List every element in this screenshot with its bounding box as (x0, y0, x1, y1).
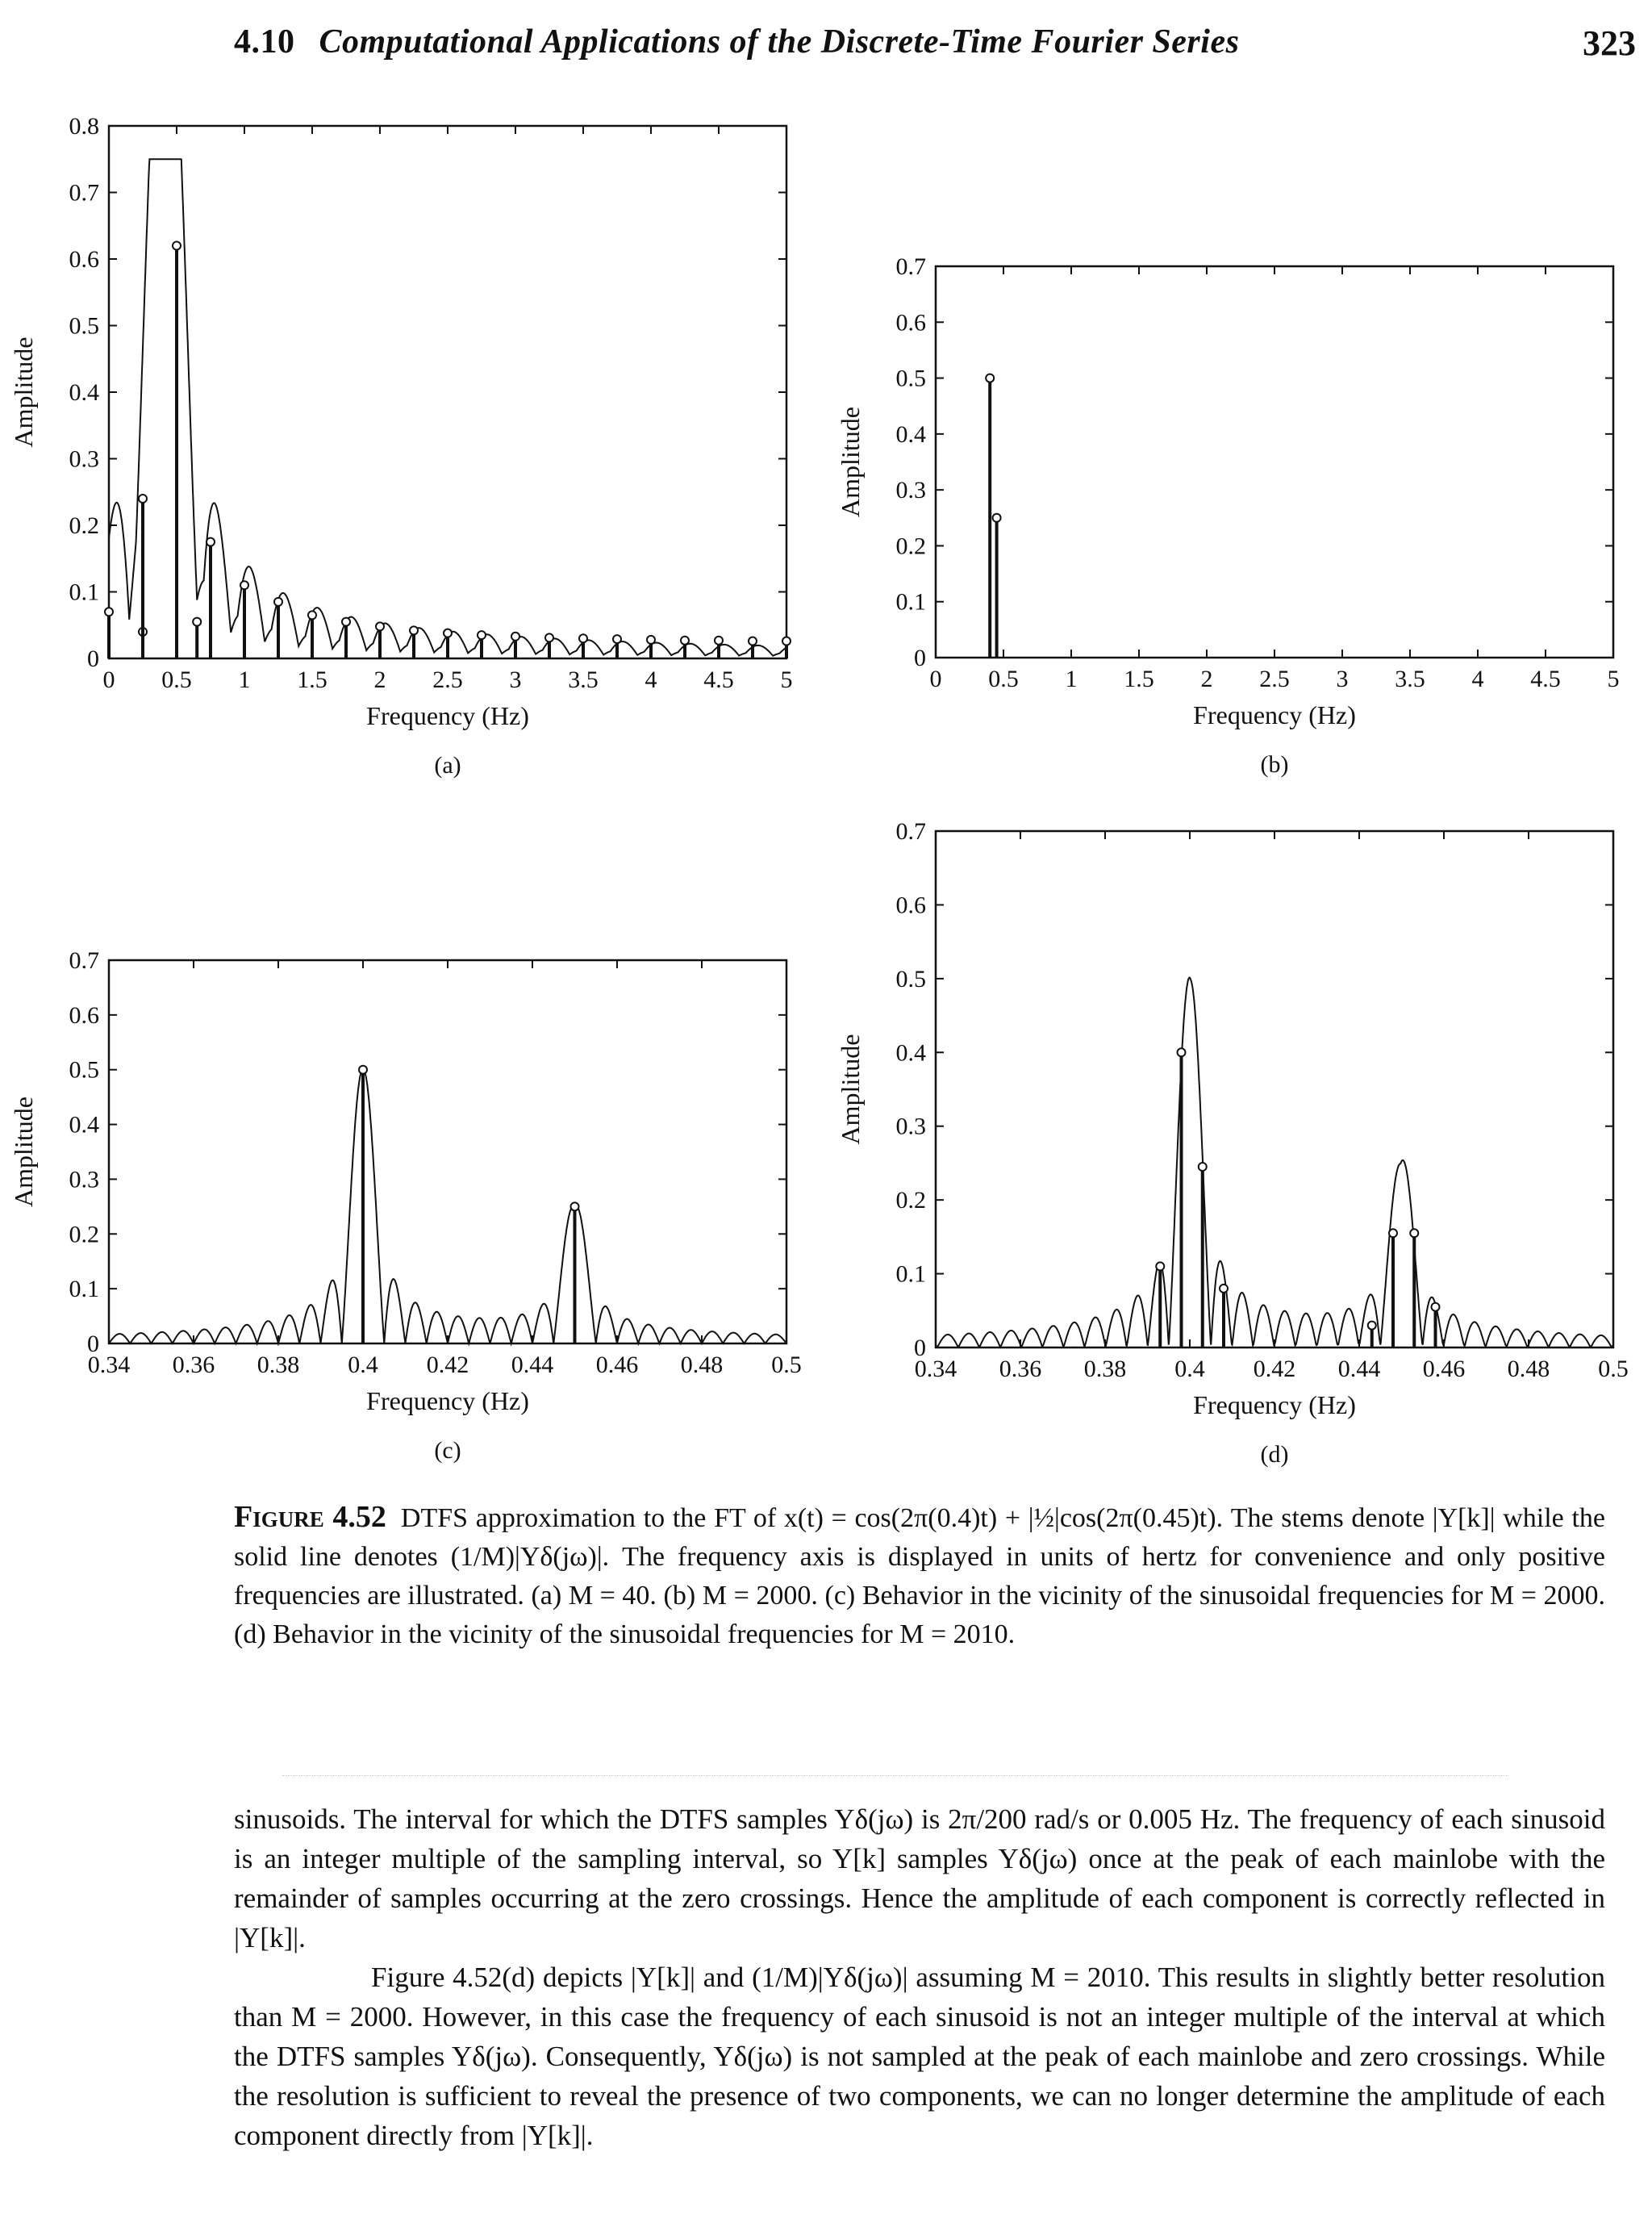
y-tick-label: 0.3 (69, 1166, 99, 1193)
section-number: 4.10 (234, 23, 295, 61)
chart-b-svg (831, 242, 1637, 791)
y-tick-label: 0.4 (69, 1111, 99, 1139)
panel-label: (a) (434, 752, 461, 779)
y-tick-label: 0.1 (895, 588, 926, 616)
y-tick-label: 0.4 (895, 420, 926, 448)
x-tick-label: 0 (929, 666, 942, 692)
stem-marker (1220, 1285, 1228, 1293)
x-tick-label: 0.44 (511, 1352, 554, 1378)
x-tick-label: 2 (1200, 666, 1213, 692)
x-tick-label: 0.38 (1083, 1356, 1127, 1382)
y-tick-label: 0 (914, 645, 926, 671)
stem-marker (308, 611, 316, 619)
stem-marker (715, 637, 723, 645)
stem-marker (1156, 1262, 1164, 1270)
chart-panel-b (831, 242, 1637, 791)
stem-marker (511, 633, 519, 641)
x-tick-label: 0.38 (257, 1352, 300, 1378)
x-axis-label: Frequency (Hz) (366, 1386, 529, 1415)
y-tick-label: 0.7 (69, 947, 99, 974)
y-axis-label: Amplitude (9, 336, 38, 448)
y-tick-label: 0.8 (69, 113, 99, 140)
y-tick-label: 0.6 (69, 246, 99, 273)
body-text (234, 1799, 1605, 2155)
stem-marker (571, 1202, 579, 1210)
stem-marker (681, 637, 689, 645)
stem-marker (1178, 1048, 1186, 1056)
x-tick-label: 0.48 (1507, 1356, 1550, 1382)
stem-marker (206, 538, 215, 546)
y-tick-label: 0 (914, 1335, 926, 1361)
stem-marker (193, 618, 201, 626)
y-tick-label: 0.5 (69, 312, 99, 340)
x-tick-label: 0.4 (1174, 1356, 1205, 1382)
stem-marker (376, 622, 384, 630)
x-tick-label: 0.34 (87, 1352, 131, 1378)
stem-marker (410, 626, 418, 634)
x-tick-label: 0.36 (172, 1352, 215, 1378)
stem-marker (579, 634, 587, 642)
section-title: Computational Applications of the Discrete-Time Fourier Series (319, 23, 1240, 61)
stem-marker (240, 581, 248, 589)
figure-label: Figure 4.52 (234, 1500, 386, 1534)
panel-label: (b) (1260, 751, 1289, 778)
y-tick-label: 0.5 (69, 1056, 99, 1084)
y-tick-label: 0.1 (69, 579, 99, 606)
figure-caption (234, 1498, 1605, 1654)
y-tick-label: 0.6 (895, 892, 926, 919)
y-tick-label: 0.4 (69, 379, 99, 406)
plot-frame (936, 831, 1613, 1347)
x-tick-label: 0.5 (1598, 1356, 1629, 1382)
y-tick-label: 0 (87, 1331, 99, 1357)
stem-marker (173, 242, 181, 250)
figure-caption-text: DTFS approximation to the FT of x(t) = cos(2π(0.4)t) + |½|cos(2π(0.45)t). The stems denote |Y[k]| while the solid line denotes (1/M)|Yδ(jω)|. The frequency axis is displayed in units of hertz for convenience and only positive frequencies are illustrated. (a) M = 40. (b) M = 2000. (c) Behavior in the vicinity of the sinusoidal frequencies for M = 2000. (d) Behavior in the vicinity of the sinusoidal frequencies for M = 2010. (234, 1503, 1605, 1649)
y-tick-label: 0.2 (69, 1221, 99, 1248)
chart-a-svg (0, 113, 807, 779)
x-tick-label: 5 (1607, 666, 1620, 692)
x-tick-label: 0.5 (988, 666, 1019, 692)
x-tick-label: 3 (509, 666, 522, 693)
plot-frame (109, 960, 786, 1343)
chart-panel-d (831, 815, 1637, 1477)
x-tick-label: 4.5 (703, 666, 734, 693)
stem-marker (1432, 1303, 1440, 1311)
paragraph-2: Figure 4.52(d) depicts |Y[k]| and (1/M)|Yδ(jω)| assuming M = 2010. This results in slightly better resolution than M = 2000. However, in this case the frequency of each sinusoid is not an integer multiple of the interval at which the DTFS samples Yδ(jω). Consequently, Yδ(jω) is not sampled at the peak of each mainlobe and zero crossings. While the resolution is sufficient to reveal the presence of two components, we can no longer determine the amplitude of each component directly from |Y[k]|. (234, 1962, 1605, 2151)
x-tick-label: 3.5 (568, 666, 599, 693)
stem-marker (444, 629, 452, 637)
y-tick-label: 0.5 (895, 365, 926, 392)
panel-label: (c) (434, 1437, 461, 1464)
stem-marker (274, 598, 282, 606)
y-axis-label: Amplitude (9, 1097, 38, 1207)
x-tick-label: 0.34 (914, 1356, 957, 1382)
y-tick-label: 0.2 (895, 1187, 926, 1214)
plot-frame (936, 266, 1613, 658)
stem-marker (993, 514, 1001, 522)
y-tick-label: 0.7 (69, 179, 99, 207)
stem-marker (986, 374, 994, 382)
x-axis-label: Frequency (Hz) (1193, 700, 1356, 729)
x-axis-label: Frequency (Hz) (366, 701, 529, 730)
stem-marker (342, 618, 350, 626)
y-axis-label: Amplitude (836, 1034, 865, 1145)
spectrum-curve (936, 978, 1613, 1347)
spectrum-curve (109, 1070, 786, 1343)
y-tick-label: 0.1 (69, 1276, 99, 1303)
x-tick-label: 3.5 (1395, 666, 1425, 692)
section-heading (234, 23, 1239, 61)
y-tick-label: 0.6 (895, 309, 926, 336)
x-tick-label: 4 (1471, 666, 1484, 692)
x-tick-label: 0.42 (426, 1352, 469, 1378)
divider (282, 1775, 1508, 1776)
x-tick-label: 5 (780, 666, 793, 693)
stem-marker (359, 1066, 367, 1074)
x-tick-label: 2.5 (1259, 666, 1290, 692)
stem-marker (749, 637, 757, 646)
chart-panel-a (0, 113, 807, 779)
stem-marker (1389, 1229, 1397, 1237)
x-tick-label: 0.44 (1337, 1356, 1381, 1382)
y-tick-label: 0.6 (69, 1001, 99, 1029)
x-tick-label: 0 (102, 666, 115, 693)
stem-marker (545, 633, 553, 641)
x-tick-label: 4.5 (1530, 666, 1561, 692)
stem-marker (1368, 1322, 1376, 1330)
stem-marker (105, 608, 113, 616)
page-number: 323 (1583, 23, 1636, 63)
stem-marker (478, 631, 486, 639)
x-tick-label: 0.46 (595, 1352, 639, 1378)
y-tick-label: 0.2 (895, 533, 926, 560)
y-tick-label: 0.2 (69, 512, 99, 539)
stem-marker (613, 635, 621, 643)
x-tick-label: 0.5 (161, 666, 192, 693)
y-tick-label: 0.4 (895, 1039, 926, 1067)
stem-marker (139, 495, 147, 503)
y-tick-label: 0 (87, 646, 99, 672)
chart-panel-c (0, 944, 807, 1477)
x-tick-label: 1 (238, 666, 251, 693)
x-tick-label: 1 (1065, 666, 1078, 692)
y-tick-label: 0.7 (895, 253, 926, 280)
stem-marker (782, 637, 791, 646)
y-tick-label: 0.3 (895, 1113, 926, 1140)
x-tick-label: 0.4 (348, 1352, 378, 1378)
x-axis-label: Frequency (Hz) (1193, 1390, 1356, 1419)
x-tick-label: 0.42 (1253, 1356, 1296, 1382)
stem-marker (1410, 1229, 1418, 1237)
running-header (0, 23, 1652, 71)
x-tick-label: 0.36 (999, 1356, 1042, 1382)
y-tick-label: 0.3 (69, 445, 99, 473)
y-tick-label: 0.1 (895, 1260, 926, 1288)
x-tick-label: 0.48 (680, 1352, 724, 1378)
chart-d-svg (831, 815, 1637, 1477)
stem-marker (1199, 1163, 1207, 1171)
paragraph-1: sinusoids. The interval for which the DTFS samples Yδ(jω) is 2π/200 rad/s or 0.005 Hz. The frequency of each sinusoid is an integer multiple of the sampling interval, so Y[k] samples Yδ(jω) once at the peak of each mainlobe with the remainder of samples occurring at the zero crossings. Hence the amplitude of each component is correctly reflected in |Y[k]|. (234, 1803, 1605, 1953)
x-tick-label: 4 (645, 666, 657, 693)
panel-label: (d) (1260, 1441, 1289, 1468)
y-axis-label: Amplitude (836, 407, 865, 517)
y-tick-label: 0.7 (895, 818, 926, 845)
stem-marker (647, 636, 655, 644)
x-tick-label: 2 (373, 666, 386, 693)
x-tick-label: 0.5 (771, 1352, 802, 1378)
y-tick-label: 0.5 (895, 965, 926, 992)
x-tick-label: 1.5 (1124, 666, 1154, 692)
x-tick-label: 3 (1336, 666, 1349, 692)
x-tick-label: 2.5 (432, 666, 463, 693)
chart-c-svg (0, 944, 807, 1477)
x-tick-label: 1.5 (297, 666, 327, 693)
y-tick-label: 0.3 (895, 477, 926, 504)
x-tick-label: 0.46 (1422, 1356, 1466, 1382)
